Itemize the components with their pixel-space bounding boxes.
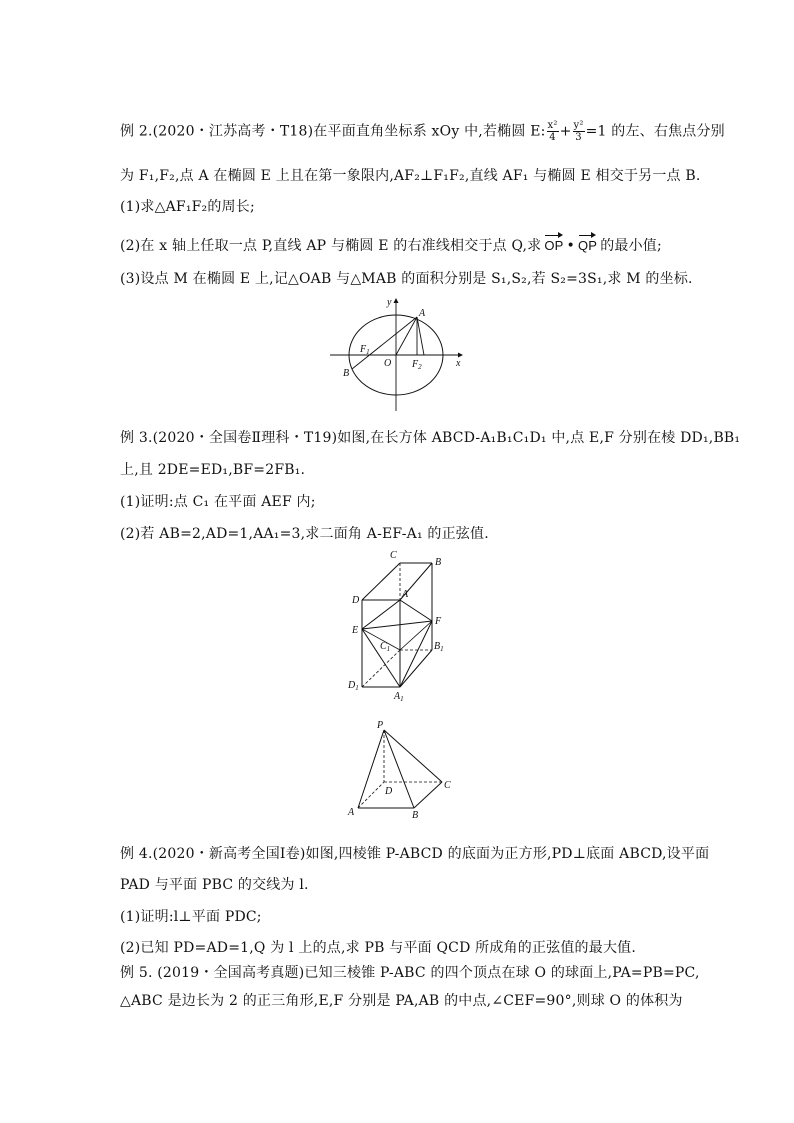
label-f: F (435, 616, 442, 627)
segment-ea (362, 600, 400, 629)
label-a: A (348, 807, 355, 818)
label-d: D (352, 595, 360, 606)
ex2-q2-post: 的最小值; (600, 238, 662, 254)
ex3-line2: 上,且 2DE=ED₁,BF=2FB₁. (120, 462, 306, 478)
cuboid-figure (340, 545, 460, 705)
label-d1: $D_1$ (348, 680, 359, 692)
label-b1: $B_1$ (434, 641, 444, 653)
edge-pc (384, 730, 442, 782)
label-a1: $A_1$ (394, 691, 404, 703)
ex3-q1: (1)证明:点 C₁ 在平面 AEF 内; (120, 494, 316, 510)
dot-operator: • (566, 238, 575, 254)
label-y: y (387, 297, 392, 308)
label-x: x (456, 358, 461, 369)
ellipse-figure (330, 295, 470, 415)
label-a: A (419, 308, 426, 319)
label-c: C (444, 780, 451, 791)
ex2-q2 (120, 232, 662, 255)
ex4-line1: 例 4.(2020・新高考全国Ⅰ卷)如图,四棱锥 P-ABCD 的底面为正方形,PD⊥底面 ABCD,设平面 (120, 846, 710, 862)
label-b: B (435, 557, 442, 568)
segment-c1f (400, 621, 432, 650)
label-f1: $F_1$ (360, 344, 370, 356)
label-a: A (402, 589, 409, 600)
edge-a1b1 (400, 650, 432, 687)
ex3-q2: (2)若 AB=2,AD=1,AA₁=3,求二面角 A-EF-A₁ 的正弦值. (120, 526, 489, 542)
edge-dc (362, 563, 400, 600)
label-c1: $C_1$ (380, 641, 391, 653)
ex2-q1: (1)求△AF₁F₂的周长; (120, 199, 255, 215)
ex2-line1 (120, 120, 725, 143)
segment-oa (396, 317, 417, 355)
plus-sign: + (559, 123, 572, 140)
segment-fa1 (400, 621, 432, 687)
label-f2: $F_2$ (412, 359, 422, 371)
ex5-line2: △ABC 是边长为 2 的正三角形,E,F 分别是 PA,AB 的中点,∠CEF=90°,则球 O 的体积为 (120, 993, 683, 1009)
ex4-q1: (1)证明:l⊥平面 PDC; (120, 909, 262, 925)
segment-ea1 (362, 629, 400, 687)
edge-bc (414, 782, 442, 808)
label-c: C (390, 550, 397, 561)
ex2-line2: 为 F₁,F₂,点 A 在椭圆 E 上且在第一象限内,AF₂⊥F₁F₂,直线 AF₁ 与椭圆 E 相交于另一点 B. (120, 168, 701, 184)
pyramid-figure (340, 718, 460, 818)
label-b: B (412, 810, 419, 818)
ex4-q2: (2)已知 PD=AD=1,Q 为 l 上的点,求 PB 与平面 QCD 所成角的正弦值的最大值. (120, 940, 637, 956)
label-o: O (384, 358, 392, 369)
segment-ef (362, 621, 432, 629)
fraction-x2-over-4: $\frac{\text{x²}}{4}$ (547, 120, 558, 143)
x-axis-arrow (458, 353, 463, 358)
vector-op: OP (544, 232, 563, 253)
ex5-line1: 例 5. (2019・全国高考真题)已知三棱锥 P-ABC 的四个顶点在球 O 的球面上,PA=PB=PC, (120, 965, 700, 981)
ex2-line1-post: =1 的左、右焦点分别 (585, 123, 725, 140)
ex2-line1-pre: 例 2.(2020・江苏高考・T18)在平面直角坐标系 xOy 中,若椭圆 E: (120, 123, 546, 140)
ex2-q2-pre: (2)在 x 轴上任取一点 P,直线 AP 与椭圆 E 的右准线相交于点 Q,求 (120, 238, 542, 254)
ex3-line1: 例 3.(2020・全国卷Ⅱ理科・T19)如图,在长方体 ABCD-A₁B₁C₁D₁ 中,点 E,F 分别在棱 DD₁,BB₁ (120, 430, 741, 446)
y-axis-arrow (394, 298, 399, 303)
label-d: D (385, 786, 393, 797)
fraction-y2-over-3: $\frac{\text{y²}}{3}$ (573, 120, 584, 143)
label-p: P (377, 720, 384, 731)
ex2-q3: (3)设点 M 在椭圆 E 上,记△OAB 与△MAB 的面积分别是 S₁,S₂,若 S₂=3S₁,求 M 的坐标. (120, 271, 693, 287)
vector-qp: QP (578, 232, 597, 253)
edge-d1c1-hidden (362, 650, 400, 687)
ex4-line2: PAD 与平面 PBC 的交线为 l. (120, 877, 309, 893)
segment-af (400, 600, 432, 621)
edge-pa (358, 730, 384, 808)
label-b: B (343, 368, 350, 379)
label-e: E (352, 625, 359, 636)
